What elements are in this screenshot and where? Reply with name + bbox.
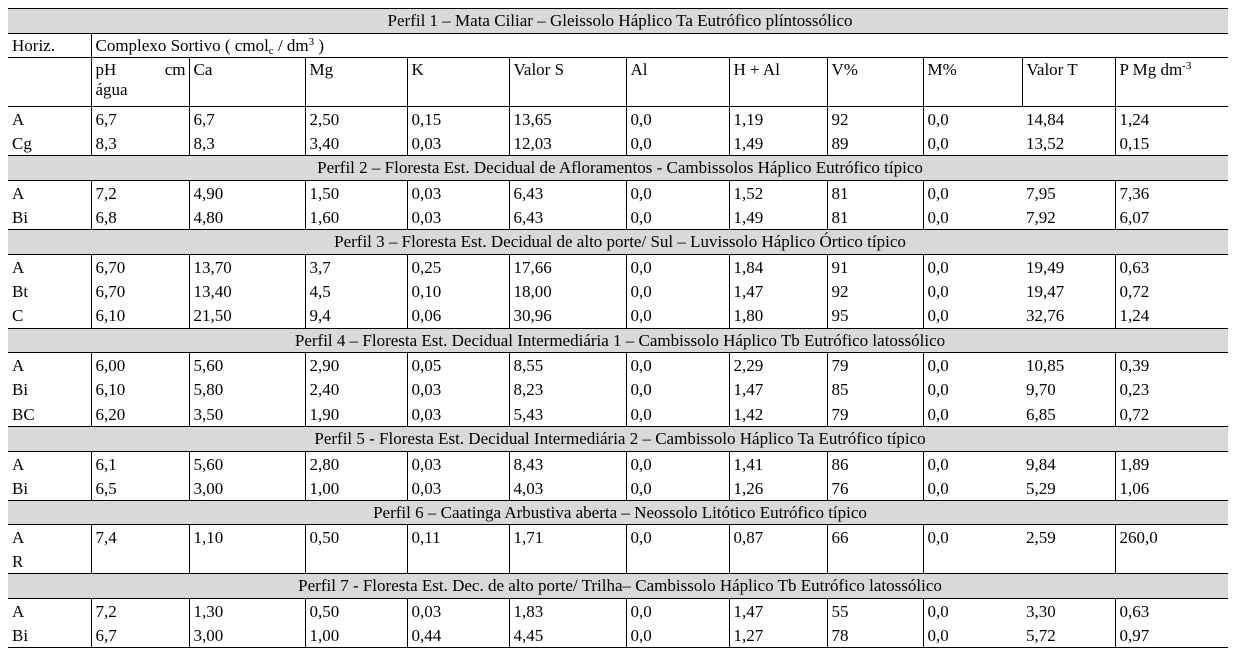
cell-ca: 6,7	[189, 107, 305, 132]
ph-unit-label: cm	[164, 60, 186, 80]
cell-k: 0,03	[407, 180, 509, 205]
cell-mg: 0,50	[305, 599, 407, 624]
ca-header: Ca	[189, 58, 305, 107]
cell-mg: 2,80	[305, 451, 407, 476]
cell-ph: 6,70	[91, 279, 189, 304]
cell-p: 1,89	[1115, 451, 1228, 476]
cell-mg: 2,50	[305, 107, 407, 132]
profile-title-row	[8, 9, 1228, 34]
cell-v: 66	[827, 525, 923, 550]
cell-ph: 8,3	[91, 131, 189, 156]
profile-title: Perfil 1 – Mata Ciliar – Gleissolo Háplico Ta Eutrófico plíntossólico	[8, 9, 1228, 34]
cell-m: 0,0	[923, 623, 1022, 648]
cell-k: 0,03	[407, 402, 509, 427]
cell-hal: 1,19	[729, 107, 827, 132]
cell-k: 0,03	[407, 451, 509, 476]
cell-al: 0,0	[626, 377, 729, 402]
cell-p: 0,63	[1115, 254, 1228, 279]
horiz-header-blank	[8, 58, 91, 107]
soil-chemistry-table	[8, 8, 1228, 648]
cell-al: 0,0	[626, 180, 729, 205]
profile-title: Perfil 2 – Floresta Est. Decidual de Afloramentos - Cambissolos Háplico Eutrófico típico	[8, 156, 1228, 181]
profile-title: Perfil 6 – Caatinga Arbustiva aberta – Neossolo Litótico Eutrófico típico	[8, 500, 1228, 525]
cell-t: 2,59	[1026, 528, 1056, 548]
profile-title-row	[8, 156, 1228, 181]
cell-k: 0,10	[407, 279, 509, 304]
k-header: K	[407, 58, 509, 107]
cell-k: 0,05	[407, 353, 509, 378]
cell-hal: 1,80	[729, 303, 827, 328]
cell-horiz: Bi	[8, 623, 91, 648]
profile-title: Perfil 3 – Floresta Est. Decidual de alto porte/ Sul – Luvissolo Háplico Órtico típico	[8, 230, 1228, 255]
complex-header	[91, 33, 1228, 58]
cell-p: 0,15	[1115, 131, 1228, 156]
cell-v: 85	[827, 377, 923, 402]
cell-horiz: Bt	[12, 281, 29, 301]
cell-ph: 6,7	[91, 623, 189, 648]
cell-v: 91	[827, 254, 923, 279]
cell-al: 0,0	[626, 254, 729, 279]
cell-v: 76	[827, 476, 923, 501]
cell-k: 0,03	[407, 131, 509, 156]
profile-title-row	[8, 500, 1228, 525]
cell-t: 7,92	[1026, 208, 1056, 228]
cell-s: 4,03	[509, 476, 626, 501]
header-row	[8, 33, 1228, 58]
cell-ca: 5,80	[189, 377, 305, 402]
valor-t-header: Valor T	[1022, 58, 1115, 107]
cell-horiz: Bi	[12, 380, 29, 400]
cell-k: 0,06	[407, 303, 509, 328]
cell-s: 1,83	[509, 599, 626, 624]
cell-hal: 1,47	[729, 377, 827, 402]
cell-al: 0,0	[626, 476, 729, 501]
complex-end: )	[314, 35, 325, 55]
cell-m: 0,0	[923, 451, 1022, 476]
cell-p: 260,0	[1115, 525, 1228, 550]
cell-horiz: C	[12, 306, 24, 326]
cell-ca: 3,00	[189, 623, 305, 648]
cell-horiz: A	[12, 454, 25, 474]
profile-title: Perfil 4 – Floresta Est. Decidual Intermediária 1 – Cambissolo Háplico Tb Eutrófico latossólico	[8, 328, 1228, 353]
cell-m: 0,0	[923, 107, 1022, 132]
cell-s: 5,43	[509, 402, 626, 427]
cell-ph: 6,7	[91, 107, 189, 132]
cell-hal: 1,84	[729, 254, 827, 279]
cell-v: 81	[827, 180, 923, 205]
cell-horiz: A	[12, 528, 25, 548]
cell-m	[923, 549, 1022, 574]
cell-ph: 6,10	[91, 303, 189, 328]
table-row	[8, 525, 1228, 550]
cell-hal: 1,26	[729, 476, 827, 501]
cell-ph	[91, 549, 189, 574]
cell-ph: 6,20	[91, 402, 189, 427]
cell-horiz: A	[12, 183, 25, 203]
table-row	[8, 623, 1228, 648]
v-percent-header: V%	[827, 58, 923, 107]
cell-p: 6,07	[1115, 205, 1228, 230]
cell-al: 0,0	[626, 402, 729, 427]
cell-k: 0,44	[407, 623, 509, 648]
cell-hal: 1,47	[729, 599, 827, 624]
cell-ca: 5,60	[189, 451, 305, 476]
profile-title-row	[8, 574, 1228, 599]
cell-mg: 1,00	[305, 476, 407, 501]
complex-sup: 3	[308, 35, 315, 48]
cell-m: 0,0	[923, 525, 1022, 550]
cell-horiz: Bi	[12, 478, 29, 498]
cell-ca: 1,10	[189, 525, 305, 550]
cell-m: 0,0	[923, 205, 1022, 230]
cell-p: 1,24	[1115, 303, 1228, 328]
cell-k: 0,03	[407, 377, 509, 402]
cell-t: 5,29	[1026, 478, 1056, 498]
cell-t: 32,76	[1026, 306, 1065, 326]
p-mg-label: P Mg dm	[1119, 60, 1183, 80]
cell-horiz: A	[12, 257, 25, 277]
cell-mg: 4,5	[305, 279, 407, 304]
cell-k: 0,03	[407, 205, 509, 230]
cell-t: 7,95	[1026, 183, 1056, 203]
table-row	[8, 377, 1228, 402]
cell-m: 0,0	[923, 353, 1022, 378]
cell-p: 0,23	[1115, 377, 1228, 402]
cell-t: 3,30	[1026, 602, 1056, 622]
cell-m: 0,0	[923, 180, 1022, 205]
cell-horiz: A	[12, 356, 25, 376]
cell-v: 78	[827, 623, 923, 648]
cell-ca: 5,60	[189, 353, 305, 378]
cell-t: 14,84	[1022, 107, 1115, 132]
cell-t: 9,70	[1026, 380, 1056, 400]
table-row	[8, 549, 1228, 574]
cell-s: 6,43	[509, 205, 626, 230]
table-row	[8, 402, 1228, 427]
cell-s: 8,55	[509, 353, 626, 378]
cell-al: 0,0	[626, 525, 729, 550]
cell-ca: 13,40	[189, 279, 305, 304]
cell-ca	[189, 549, 305, 574]
cell-p: 0,39	[1115, 353, 1228, 378]
cell-ph: 6,00	[91, 353, 189, 378]
cell-al: 0,0	[626, 451, 729, 476]
cell-horiz: Cg	[12, 134, 32, 154]
cell-ph: 7,2	[91, 180, 189, 205]
table-row	[8, 279, 1228, 304]
cell-m: 0,0	[923, 599, 1022, 624]
mg-header: Mg	[305, 58, 407, 107]
cell-ca: 21,50	[189, 303, 305, 328]
cell-al	[626, 549, 729, 574]
cell-mg: 0,50	[305, 525, 407, 550]
cell-s	[509, 549, 626, 574]
table-row	[8, 476, 1228, 501]
profile-title-row	[8, 230, 1228, 255]
cell-ph: 6,8	[91, 205, 189, 230]
table-row	[8, 180, 1228, 205]
cell-s: 4,45	[509, 623, 626, 648]
cell-p: 7,36	[1115, 180, 1228, 205]
cell-p: 0,63	[1115, 599, 1228, 624]
cell-k: 0,03	[407, 476, 509, 501]
cell-al: 0,0	[626, 279, 729, 304]
profile-title: Perfil 7 - Floresta Est. Dec. de alto porte/ Trilha– Cambissolo Háplico Tb Eutrófico latossólico	[8, 574, 1228, 599]
cell-ca: 4,80	[189, 205, 305, 230]
cell-mg: 1,90	[305, 402, 407, 427]
cell-m: 0,0	[923, 476, 1022, 501]
cell-mg: 3,40	[305, 131, 407, 156]
cell-al: 0,0	[626, 353, 729, 378]
table-row	[8, 205, 1228, 230]
ph-water-label: água	[95, 80, 128, 100]
p-mg-header	[1115, 58, 1228, 107]
al-header: Al	[626, 58, 729, 107]
cell-v: 89	[827, 131, 923, 156]
cell-horiz: A	[12, 602, 25, 622]
cell-t: 6,85	[1026, 404, 1056, 424]
cell-t: 10,85	[1026, 356, 1065, 376]
cell-v: 92	[827, 107, 923, 132]
cell-t: 13,52	[1026, 134, 1065, 154]
table-row	[8, 599, 1228, 624]
cell-p: 1,24	[1115, 107, 1228, 132]
cell-k: 0,15	[407, 107, 509, 132]
cell-m: 0,0	[923, 303, 1022, 328]
cell-v: 79	[827, 353, 923, 378]
cell-s: 1,71	[509, 525, 626, 550]
cell-m: 0,0	[923, 254, 1022, 279]
valor-s-header: Valor S	[509, 58, 626, 107]
cell-mg: 3,7	[305, 254, 407, 279]
h-al-header: H + Al	[729, 58, 827, 107]
m-percent-header: M%	[923, 58, 1022, 107]
table-row	[8, 131, 1228, 156]
cell-t: 5,72	[1022, 623, 1115, 648]
cell-ca: 4,90	[189, 180, 305, 205]
complex-rest: / dm	[273, 35, 309, 55]
table-row	[8, 353, 1228, 378]
cell-v: 95	[827, 303, 923, 328]
cell-k	[407, 549, 509, 574]
cell-ca: 3,00	[189, 476, 305, 501]
cell-hal: 1,47	[729, 279, 827, 304]
cell-mg: 1,50	[305, 180, 407, 205]
cell-v: 79	[827, 402, 923, 427]
cell-v: 86	[827, 451, 923, 476]
cell-mg: 1,00	[305, 623, 407, 648]
cell-ca: 3,50	[189, 402, 305, 427]
cell-hal	[729, 549, 827, 574]
cell-al: 0,0	[626, 205, 729, 230]
cell-s: 8,23	[509, 377, 626, 402]
cell-s: 30,96	[509, 303, 626, 328]
cell-t: 9,84	[1026, 454, 1056, 474]
cell-ph: 7,2	[91, 599, 189, 624]
cell-ph: 6,70	[91, 254, 189, 279]
cell-horiz: BC	[12, 404, 35, 424]
cell-s: 12,03	[509, 131, 626, 156]
cell-ph: 7,4	[91, 525, 189, 550]
cell-al: 0,0	[626, 599, 729, 624]
cell-v: 92	[827, 279, 923, 304]
cell-horiz: Bi	[12, 208, 29, 228]
column-header-row	[8, 58, 1228, 107]
cell-al: 0,0	[626, 107, 729, 132]
cell-mg: 2,40	[305, 377, 407, 402]
profile-title: Perfil 5 - Floresta Est. Decidual Intermediária 2 – Cambissolo Háplico Ta Eutrófico típico	[8, 426, 1228, 451]
cell-hal: 1,41	[729, 451, 827, 476]
profile-title-row	[8, 426, 1228, 451]
cell-hal: 1,49	[729, 205, 827, 230]
cell-s: 17,66	[509, 254, 626, 279]
table-row	[8, 107, 1228, 132]
ph-header	[91, 58, 189, 107]
cell-p	[1115, 549, 1228, 574]
cell-s: 6,43	[509, 180, 626, 205]
cell-m: 0,0	[923, 131, 1022, 156]
cell-ph: 6,5	[91, 476, 189, 501]
cell-hal: 1,42	[729, 402, 827, 427]
cell-horiz: R	[12, 552, 24, 572]
cell-v: 55	[827, 599, 923, 624]
table-body	[8, 9, 1228, 648]
cell-t	[1022, 549, 1115, 574]
complex-label: Complexo Sortivo ( cmol	[95, 35, 269, 55]
cell-s: 18,00	[509, 279, 626, 304]
cell-m: 0,0	[923, 377, 1022, 402]
cell-s: 13,65	[509, 107, 626, 132]
cell-v: 81	[827, 205, 923, 230]
cell-p: 1,06	[1115, 476, 1228, 501]
cell-ph: 6,1	[91, 451, 189, 476]
cell-horiz: A	[8, 107, 91, 132]
cell-ph: 6,10	[91, 377, 189, 402]
cell-hal: 1,52	[729, 180, 827, 205]
cell-p: 0,72	[1115, 279, 1228, 304]
cell-mg: 1,60	[305, 205, 407, 230]
cell-p: 0,97	[1115, 623, 1228, 648]
cell-v	[827, 549, 923, 574]
cell-s: 8,43	[509, 451, 626, 476]
cell-al: 0,0	[626, 131, 729, 156]
cell-ca: 1,30	[189, 599, 305, 624]
cell-m: 0,0	[923, 402, 1022, 427]
cell-k: 0,03	[407, 599, 509, 624]
cell-hal: 1,27	[729, 623, 827, 648]
cell-mg: 2,90	[305, 353, 407, 378]
table-row	[8, 451, 1228, 476]
cell-hal: 1,49	[729, 131, 827, 156]
cell-al: 0,0	[626, 303, 729, 328]
complex-sub: c	[268, 44, 274, 57]
cell-m: 0,0	[923, 279, 1022, 304]
cell-mg	[305, 549, 407, 574]
cell-k: 0,11	[407, 525, 509, 550]
cell-ca: 8,3	[189, 131, 305, 156]
horiz-header: Horiz.	[12, 35, 55, 55]
cell-al: 0,0	[626, 623, 729, 648]
cell-mg: 9,4	[305, 303, 407, 328]
cell-ca: 13,70	[189, 254, 305, 279]
cell-t: 19,47	[1026, 281, 1065, 301]
cell-k: 0,25	[407, 254, 509, 279]
cell-hal: 0,87	[729, 525, 827, 550]
ph-label: pH	[95, 60, 117, 80]
cell-hal: 2,29	[729, 353, 827, 378]
cell-t: 19,49	[1026, 257, 1065, 277]
table-row	[8, 303, 1228, 328]
cell-p: 0,72	[1115, 402, 1228, 427]
p-mg-sup: -3	[1182, 60, 1192, 73]
table-row	[8, 254, 1228, 279]
profile-title-row	[8, 328, 1228, 353]
